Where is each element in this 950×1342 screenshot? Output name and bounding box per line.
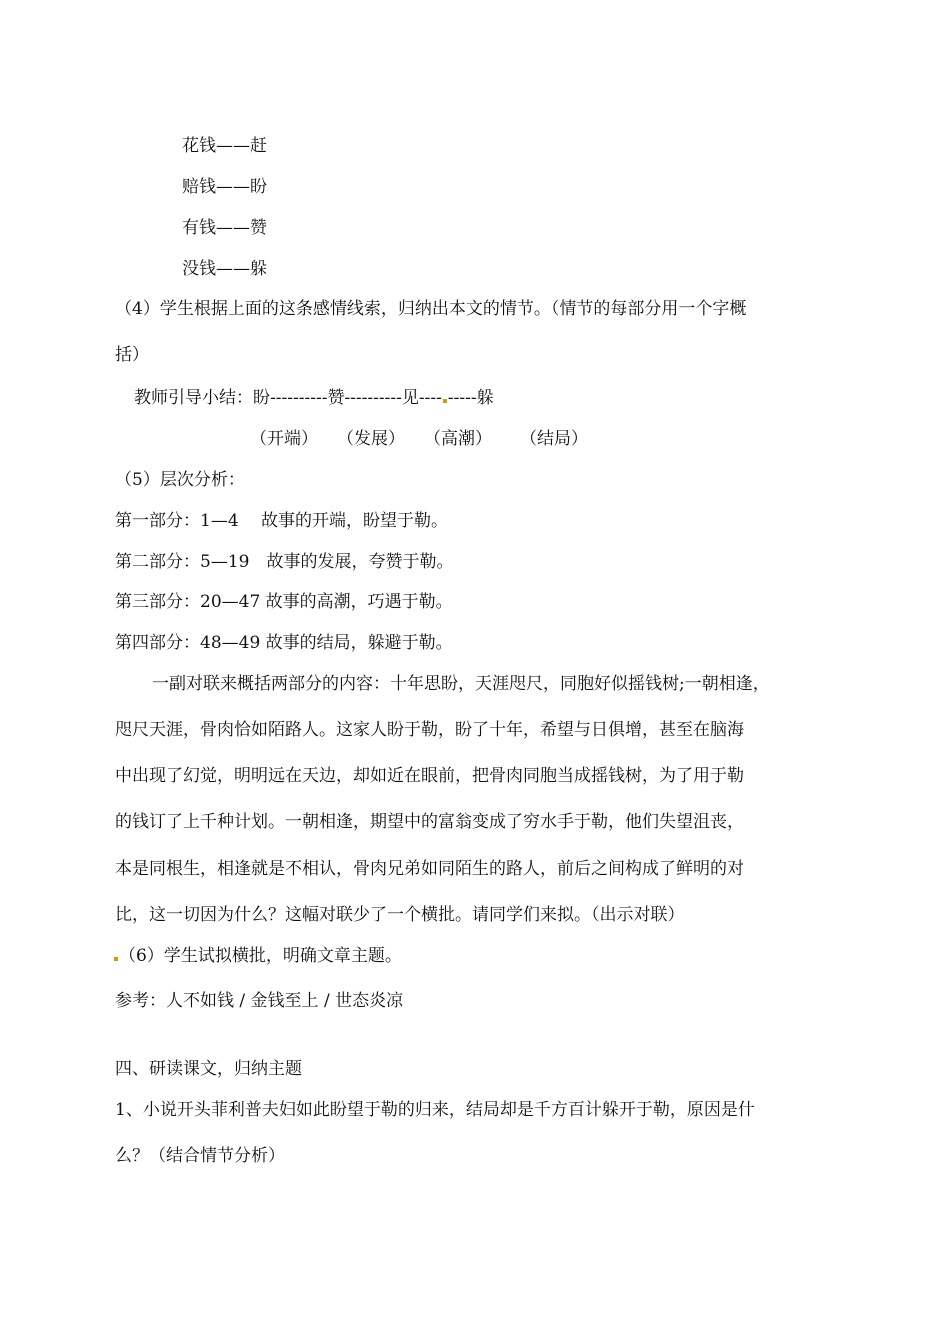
reference-answer: 参考：人不如钱 / 金钱至上 / 世态炎凉: [115, 991, 404, 1011]
step4-line1: （4）学生根据上面的这条感情线索，归纳出本文的情节。（情节的每部分用一个字概: [115, 299, 747, 319]
emotion-clue-3: 有钱——赞: [182, 218, 267, 238]
plot-summary-prefix: 教师引导小结：盼----------赞----------见----: [134, 388, 442, 408]
part-1: 第一部分：1—4 故事的开端，盼望于勒。: [115, 511, 449, 531]
step5-title: （5）层次分析：: [115, 470, 245, 490]
paragraph-line-6: 比，这一切因为什么？这幅对联少了一个横批。请同学们来拟。（出示对联）: [115, 905, 685, 925]
step4-line2: 括）: [115, 345, 149, 365]
section4-title: 四、研读课文，归纳主题: [115, 1059, 302, 1079]
step6: [113, 945, 402, 967]
emotion-clue-2: 赔钱——盼: [182, 177, 267, 197]
paragraph-line-4: 的钱订了上千种计划。一朝相逢，期望中的富翁变成了穷水手于勒，他们失望沮丧，: [115, 812, 744, 832]
plot-summary-suffix: -----躲: [447, 388, 494, 408]
stage-label: （结局）: [520, 429, 588, 449]
question1-line1: 1、小说开头菲利普夫妇如此盼望于勒的归来，结局却是千方百计躲开于勒，原因是什: [115, 1100, 755, 1120]
plot-summary: [134, 387, 494, 409]
part-2: 第二部分：5—19 故事的发展，夸赞于勒。: [115, 552, 454, 572]
paragraph-line-3: 中出现了幻觉，明明远在天边，却如近在眼前，把骨肉同胞当成摇钱树，为了用于勒: [115, 766, 744, 786]
part-4: 第四部分：48—49 故事的结局，躲避于勒。: [115, 633, 453, 653]
paragraph-line-1: 一副对联来概括两部分的内容：十年思盼，天涯咫尺，同胞好似摇钱树;一朝相逢，: [152, 674, 770, 694]
step6-text: （6）学生试拟横批，明确文章主题。: [119, 946, 402, 966]
question1-line2: 么？（结合情节分析）: [115, 1146, 285, 1166]
emotion-clue-1: 花钱——赶: [182, 136, 267, 156]
dot-marker: [443, 399, 447, 403]
stage-label: （发展）: [337, 429, 405, 449]
emotion-clue-4: 没钱——躲: [182, 259, 267, 279]
plot-stages: [250, 428, 588, 450]
paragraph-line-5: 本是同根生，相逢就是不相认，骨肉兄弟如同陌生的路人，前后之间构成了鲜明的对: [115, 859, 744, 879]
stage-label: （高潮）: [424, 429, 492, 449]
part-3: 第三部分：20—47 故事的高潮，巧遇于勒。: [115, 592, 453, 612]
paragraph-line-2: 咫尺天涯，骨肉恰如陌路人。这家人盼于勒，盼了十年，希望与日俱增，甚至在脑海: [115, 720, 744, 740]
dot-marker: [114, 957, 118, 961]
stage-label: （开端）: [250, 429, 318, 449]
